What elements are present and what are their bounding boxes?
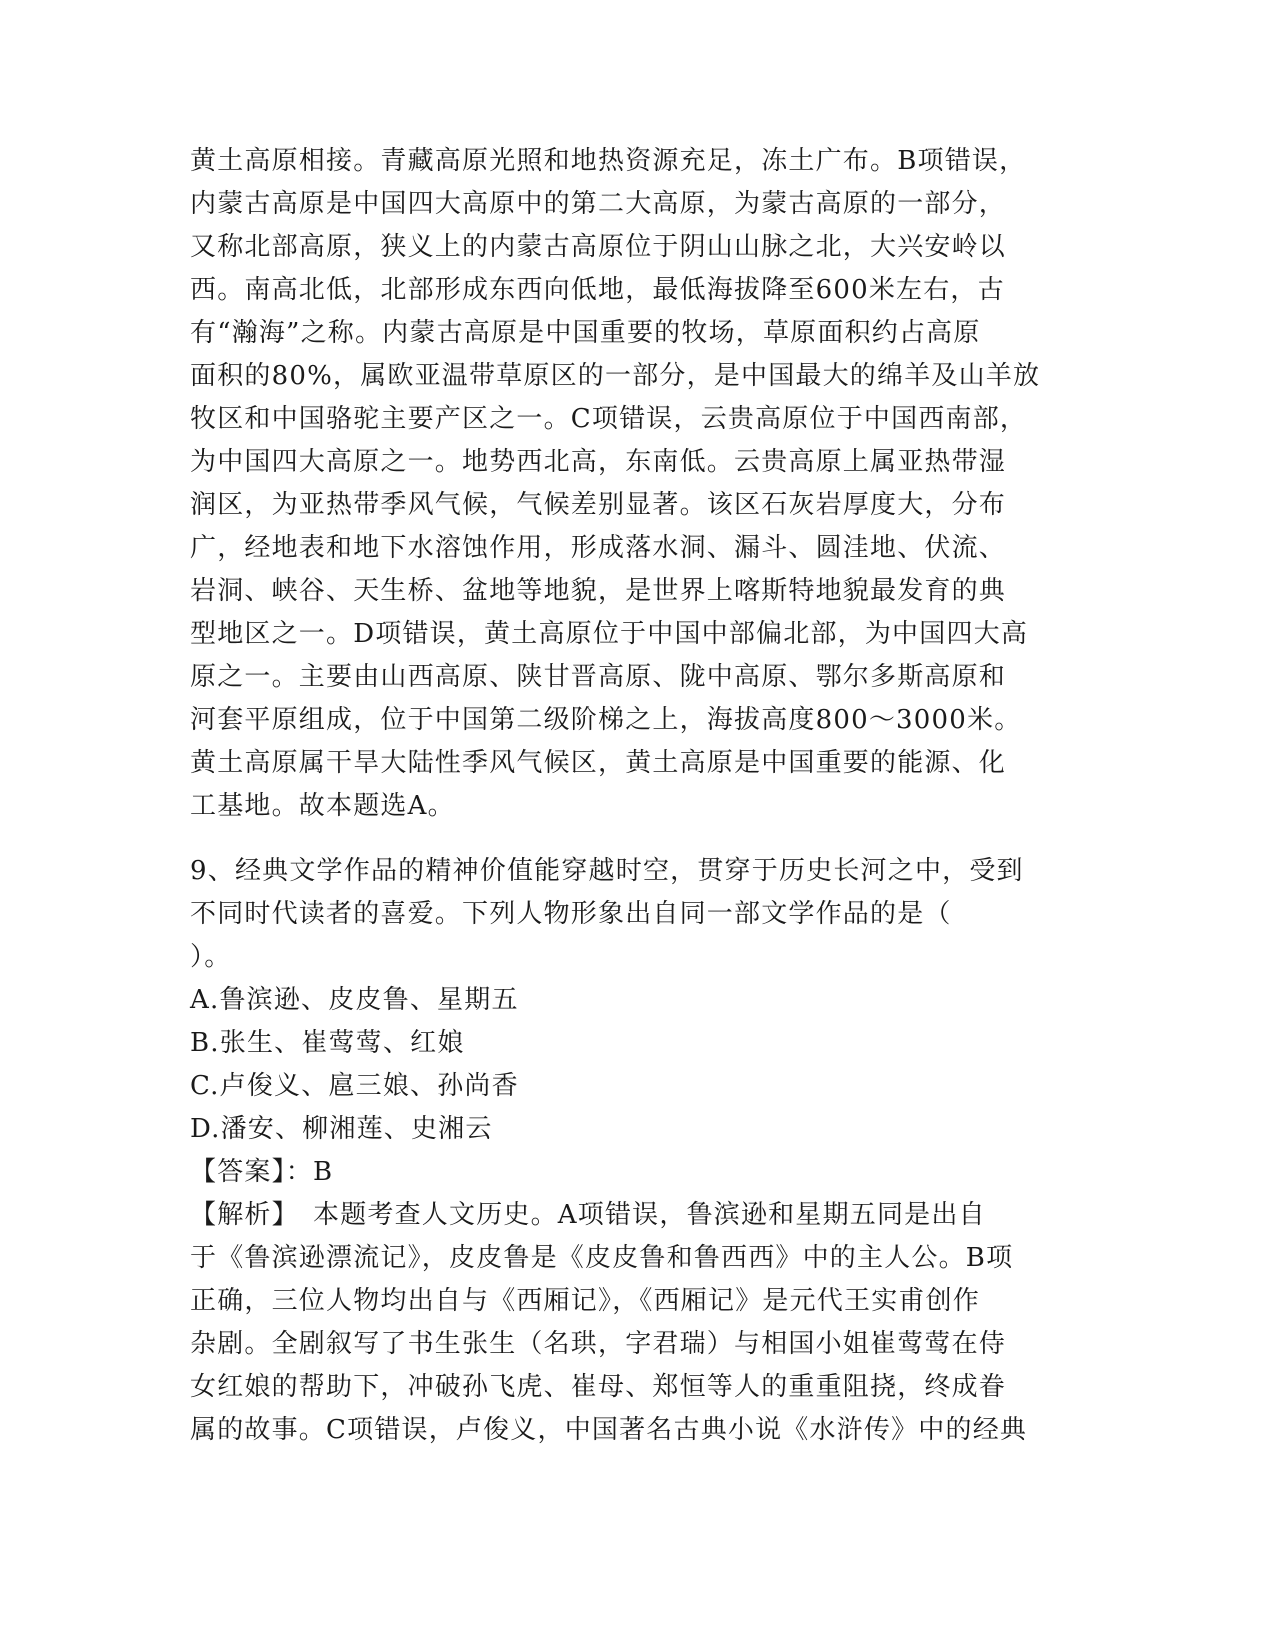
paragraph-gap xyxy=(190,828,1090,850)
text-line: 面积的80%，属欧亚温带草原区的一部分，是中国最大的绵羊及山羊放 xyxy=(190,361,1041,391)
text-line: 西。南高北低，北部形成东西向低地，最低海拔降至600米左右，古 xyxy=(190,275,1005,305)
answer-line: 【答案】：B xyxy=(190,1157,334,1187)
stem-line: 不同时代读者的喜爱。下列人物形象出自同一部文学作品的是（ xyxy=(190,899,952,929)
analysis-line: 属的故事。C项错误，卢俊义，中国著名古典小说《水浒传》中的经典 xyxy=(190,1415,1028,1445)
text-line: 牧区和中国骆驼主要产区之一。C项错误，云贵高原位于中国西南部， xyxy=(190,404,1028,434)
text-line: 原之一。主要由山西高原、陕甘晋高原、陇中高原、鄂尔多斯高原和 xyxy=(190,662,1007,692)
text-line: 型地区之一。D项错误，黄土高原位于中国中部偏北部，为中国四大高 xyxy=(190,619,1029,649)
text-line: 又称北部高原，狭义上的内蒙古高原位于阴山山脉之北，大兴安岭以 xyxy=(190,232,1007,262)
analysis-line: 女红娘的帮助下，冲破孙飞虎、崔母、郑恒等人的重重阻挠，终成眷 xyxy=(190,1372,1007,1402)
option-list xyxy=(190,979,1090,1151)
analysis-line: 于《鲁滨逊漂流记》，皮皮鲁是《皮皮鲁和鲁西西》中的主人公。B项 xyxy=(190,1243,1014,1273)
analysis-line: 杂剧。全剧叙写了书生张生（名珙，字君瑞）与相国小姐崔莺莺在侍 xyxy=(190,1329,1007,1359)
text-line: 黄土高原相接。青藏高原光照和地热资源充足，冻土广布。B项错误， xyxy=(190,146,1027,176)
question-stem xyxy=(190,850,1090,979)
option-d: D.潘安、柳湘莲、史湘云 xyxy=(190,1114,493,1144)
analysis-line: 正确，三位人物均出自与《西厢记》，《西厢记》是元代王实甫创作 xyxy=(190,1286,981,1316)
text-line: 河套平原组成，位于中国第二级阶梯之上，海拔高度800～3000米。 xyxy=(190,705,1022,735)
text-line: 黄土高原属干旱大陆性季风气候区，黄土高原是中国重要的能源、化 xyxy=(190,748,1007,778)
text-line: 为中国四大高原之一。地势西北高，东南低。云贵高原上属亚热带湿 xyxy=(190,447,1007,477)
option-c: C.卢俊义、扈三娘、孙尚香 xyxy=(190,1071,519,1101)
text-line: 有“瀚海”之称。内蒙古高原是中国重要的牧场，草原面积约占高原 xyxy=(190,318,981,348)
option-a: A.鲁滨逊、皮皮鲁、星期五 xyxy=(190,985,519,1015)
text-line: 润区，为亚热带季风气候，气候差别显著。该区石灰岩厚度大，分布 xyxy=(190,490,1007,520)
analysis-line: 【解析】 本题考查人文历史。A项错误，鲁滨逊和星期五同是出自 xyxy=(190,1200,986,1230)
text-line: 内蒙古高原是中国四大高原中的第二大高原，为蒙古高原的一部分， xyxy=(190,189,1007,219)
text-line: 岩洞、峡谷、天生桥、盆地等地貌，是世界上喀斯特地貌最发育的典 xyxy=(190,576,1007,606)
document-page xyxy=(190,140,1090,1452)
question-9 xyxy=(190,850,1090,1452)
text-line: 工基地。故本题选A。 xyxy=(190,791,455,821)
stem-line: 9、经典文学作品的精神价值能穿越时空，贯穿于历史长河之中，受到 xyxy=(190,856,1024,886)
text-line: 广，经地表和地下水溶蚀作用，形成落水洞、漏斗、圆洼地、伏流、 xyxy=(190,533,1007,563)
previous-explanation xyxy=(190,140,1090,828)
analysis xyxy=(190,1194,1090,1452)
stem-line: ）。 xyxy=(190,942,232,972)
option-b: B.张生、崔莺莺、红娘 xyxy=(190,1028,465,1058)
